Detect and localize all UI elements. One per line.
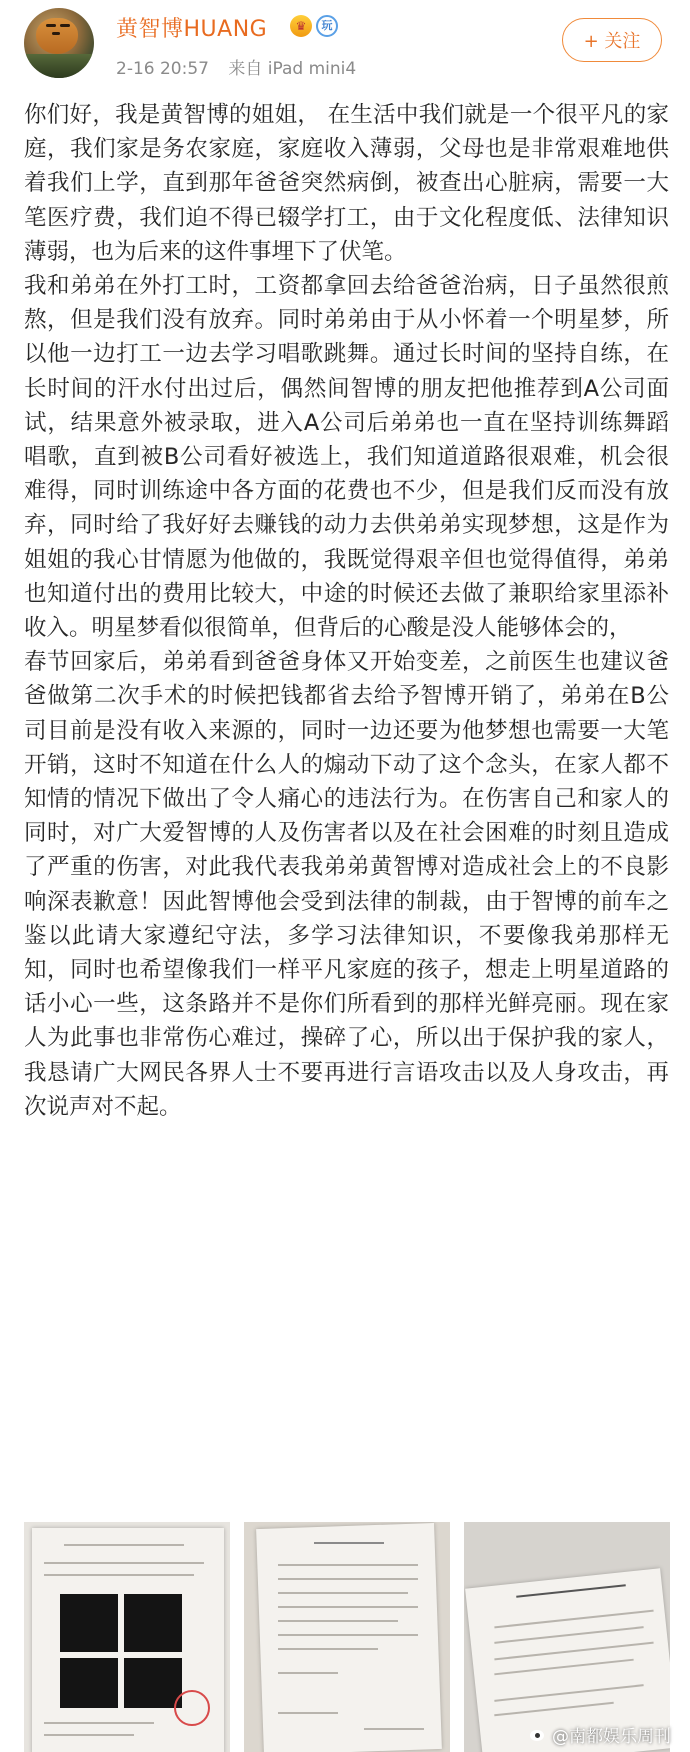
post-image-3[interactable]	[464, 1522, 670, 1752]
post-image-1[interactable]	[24, 1522, 230, 1752]
weibo-logo-icon	[528, 1727, 548, 1743]
post-timestamp: 2-16 20:57	[116, 59, 209, 79]
post-paragraph: 你们好，我是黄智博的姐姐， 在生活中我们就是一个很平凡的家庭，我们家是务农家庭，家庭收入薄弱，父母也是非常艰难地供着我们上学，直到那年爸爸突然病倒，被查出心脏病，需要一大笔医疗费，我们迫不得已辍学打工，由于文化程度低、法律知识薄弱，也为后来的这件事埋下了伏笔。	[24, 102, 669, 265]
post-body	[24, 98, 669, 1124]
post-meta	[116, 54, 356, 79]
watermark-text: @南都娱乐周刊	[552, 1727, 671, 1747]
post-paragraph: 春节回家后，弟弟看到爸爸身体又开始变差，之前医生也建议爸爸做第二次手术的时候把钱都省去给予智博开销了，弟弟在B公司目前是没有收入来源的，同时一边还要为他梦想也需要一大笔开销，这时不知道在什么人的煽动下动了这个念头，在家人都不知情的情况下做出了令人痛心的违法行为。在伤害自己和家人的同时，对广大爱智博的人及伤害者以及在社会困难的时刻且造成了严重的伤害，对此我代表我弟弟黄智博对造成社会上的不良影响深表歉意！因此智博他会受到法律的制裁，由于智博的前车之鉴以此请大家遵纪守法，多学习法律知识，不要像我弟那样无知，同时也希望像我们一样平凡家庭的孩子，想走上明星道路的话小心一些，这条路并不是你们所看到的那样光鲜亮丽。现在家人为此事也非常伤心难过，操碎了心，所以出于保护我的家人，我恳请广大网民各界人士不要再进行言语攻击以及人身攻击，再次说声对不起。	[24, 649, 669, 1120]
image-grid	[24, 1522, 670, 1752]
watermark	[528, 1722, 671, 1747]
avatar[interactable]	[24, 8, 94, 78]
level-badge-icon: 玩	[316, 15, 338, 37]
follow-button[interactable]: + 关注	[562, 18, 662, 62]
username[interactable]: 黄智博HUANG	[116, 17, 268, 42]
post-header	[0, 0, 690, 90]
post-image-2[interactable]	[244, 1522, 450, 1752]
post-source: 来自 iPad mini4	[228, 59, 357, 79]
post-paragraph: 我和弟弟在外打工时，工资都拿回去给爸爸治病，日子虽然很煎熬，但是我们没有放弃。同时弟弟由于从小怀着一个明星梦，所以他一边打工一边去学习唱歌跳舞。通过长时间的坚持自练，在长时间的汗水付出过后，偶然间智博的朋友把他推荐到A公司面试，结果意外被录取，进入A公司后弟弟也一直在坚持训练舞蹈唱歌，直到被B公司看好被选上，我们知道道路很艰难，机会很难得，同时训练途中各方面的花费也不少，但是我们反而没有放弃，同时给了我好好去赚钱的动力去供弟弟实现梦想，这是作为姐姐的我心甘情愿为他做的，我既觉得艰辛但也觉得值得，弟弟也知道付出的费用比较大，中途的时候还去做了兼职给家里添补收入。明星梦看似很简单，但背后的心酸是没人能够体会的，	[24, 273, 669, 642]
vip-badge-icon: ♛	[290, 15, 312, 37]
